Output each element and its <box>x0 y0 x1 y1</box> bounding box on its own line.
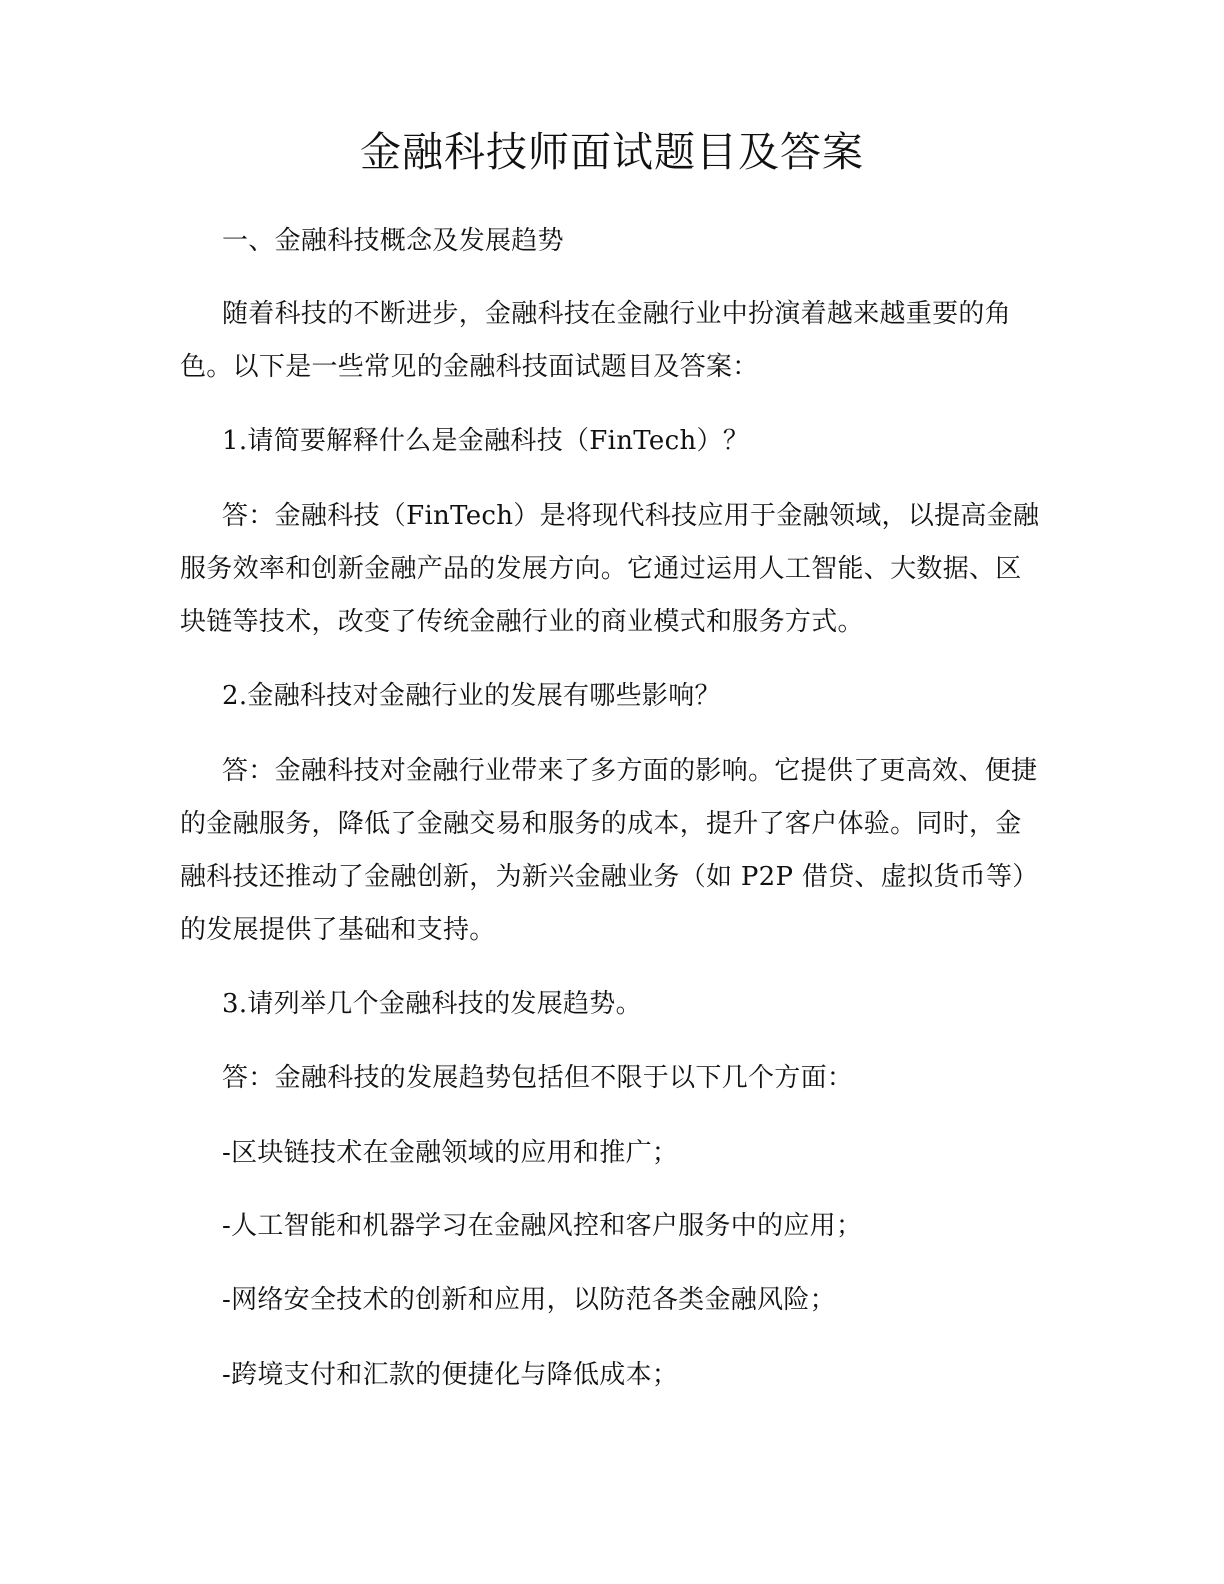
list-item: -人工智能和机器学习在金融风控和客户服务中的应用； <box>222 1211 863 1241</box>
question-3: 3.请列举几个金融科技的发展趋势。 <box>222 989 642 1019</box>
list-item: -网络安全技术的创新和应用，以防范各类金融风险； <box>222 1285 836 1315</box>
section-heading: 一、金融科技概念及发展趋势 <box>222 226 564 256</box>
question-2: 2.金融科技对金融行业的发展有哪些影响？ <box>222 681 721 711</box>
list-item: -区块链技术在金融领域的应用和推广； <box>222 1138 679 1168</box>
answer-3: 答：金融科技的发展趋势包括但不限于以下几个方面： <box>222 1063 854 1093</box>
answer-2: 答：金融科技对金融行业带来了多方面的影响。它提供了更高效、便捷的金融服务，降低了金融交易和服务的成本，提升了客户体验。同时，金融科技还推动了金融创新，为新兴金融业务（如 P2P 借贷、虚拟货币等）的发展提供了基础和支持。 <box>180 756 1039 945</box>
intro-paragraph: 随着科技的不断进步，金融科技在金融行业中扮演着越来越重要的角色。以下是一些常见的金融科技面试题目及答案： <box>180 299 1012 382</box>
document-title: 金融科技师面试题目及答案 <box>360 128 864 176</box>
question-1: 1.请简要解释什么是金融科技（FinTech）？ <box>222 426 750 456</box>
answer-1: 答：金融科技（FinTech）是将现代科技应用于金融领域，以提高金融服务效率和创新金融产品的发展方向。它通过运用人工智能、大数据、区块链等技术，改变了传统金融行业的商业模式和服务方式。 <box>180 501 1040 637</box>
list-item: -跨境支付和汇款的便捷化与降低成本； <box>222 1360 679 1390</box>
